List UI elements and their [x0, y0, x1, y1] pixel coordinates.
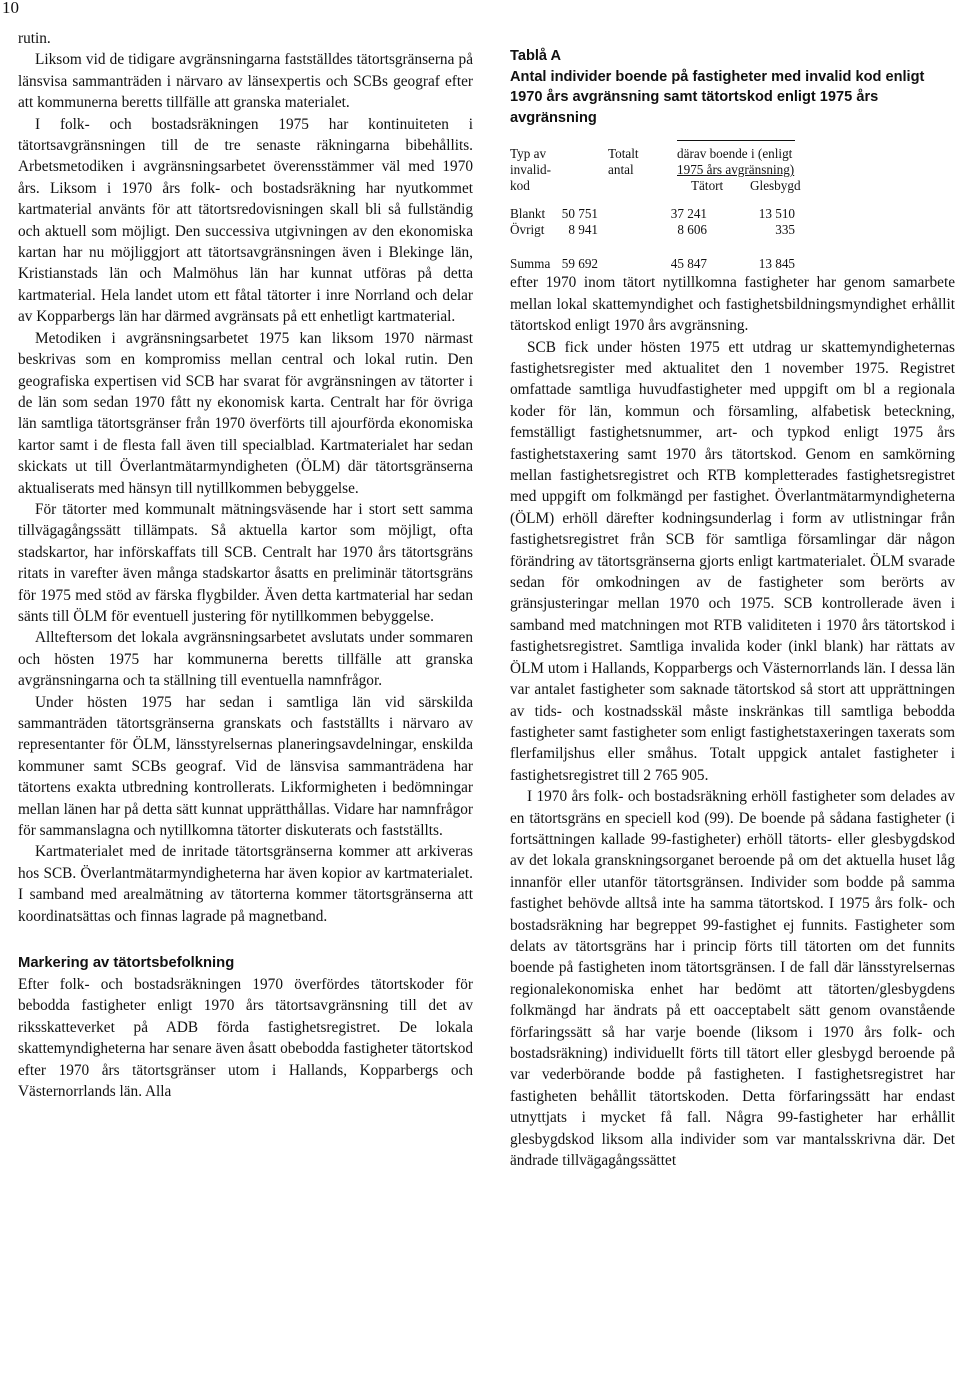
table-row — [510, 206, 795, 222]
section-heading: Markering av tätortsbefolkning — [18, 955, 235, 972]
header-type: invalid- — [510, 162, 552, 178]
cell-type: Övrigt — [510, 222, 545, 238]
table-sum-row — [510, 256, 795, 272]
table-top-rule — [677, 140, 795, 141]
table-caption — [510, 46, 955, 128]
paragraph: Metodiken i avgränsningsarbetet 1975 kan liksom 1970 närmast beskrivas som en kompromiss mellan central och lokal rutin. Den geografiska expertisen vid SCB har svarat för avgränsningen av tätorter i de län som sedan 1970 fått ny ekonomisk karta. Centralt har för övriga län samtliga tätortsgränser från 1970 överförts till ajourförda ekonomiska kartor samt i de flesta fall även till specialblad. Kartmaterialet har sedan skickats ut till Överlantmätarmyndigheten (ÖLM) där tätortsgränserna aktualiserats med hänsyn till nytillkommen bebyggelse. — [18, 329, 473, 497]
right-column — [510, 28, 955, 1171]
cell-total: 59 692 — [561, 256, 598, 272]
paragraph: SCB fick under hösten 1975 ett utdrag ur skattemyndigheternas fastighetsregister med aktualitet den 1 november 1975. Registret omfattade samtliga huvudfastigheter med uppgift om bl a regionala koder för län, kommun och församling, alfabetisk beteckning, femställigt fastighetsnummer, art- och typkod enligt 1975 års fastighetstaxering samt 1970 års tätortskod. Genom en samkörning mellan fastighetsregistret och RTB kompletterades fastighetsregistret med uppgift om folkmängd per fastighet. Överlantmätarmyndigheterna (ÖLM) erhöll därefter kodningsunderlag i form av utlistningar från fastighetsregistret från SCB för samtliga församlingar där någon förändring av tätortsgränserna gjorts enligt kartmaterialet. ÖLM svarade sedan för omkodningen av de fastigheter som berörts av gränsjusteringar mellan 1970 och 1975. SCB kontrollerade även i samband med matchningen mot RTB validiteten i 1970 års tätortskod i fastighetsregistret. Samtliga invalida koder (inkl blank) har rättats av ÖLM utom i Hallands, Kopparbergs och Västernorrlands län. I dessa län var antalet fastigheter som saknade tätortskod så stort att upprättningen av tids- och kostnadsskäl måste inskränkas till samtliga bebodda fastigheter samt fastigheter som enligt fastighetstaxeringen taxerats som flerfamiljshus eller småhus. Totalt uppgick antalet fastigheter i fastighetsregistret till 2 765 905. — [510, 338, 955, 784]
paragraph: rutin. — [18, 30, 51, 47]
paragraph: För tätorter med kommunalt mätningsväsende har i stort sett samma tillvägagångssätt tillämpats. Så aktuella kartor som möjligt, ofta stadskartor, har införskaffats till SCB. Centralt har 1970 års tätortsgräns ritats in varefter även många stadskartor åsatts en preliminär tätortsgräns för 1975 med stöd av färska flygbilder. Även detta kartmaterial har sedan sänts till ÖLM för eventuell justering för nytillkommen bebyggelse. — [18, 500, 473, 625]
cell-total: 8 941 — [568, 222, 598, 238]
cell-tatort: 8 606 — [677, 222, 707, 238]
cell-tatort: 37 241 — [670, 206, 707, 222]
table-title: Antal individer boende på fastigheter med invalid kod enligt 1970 års avgränsning samt tätortskod enligt 1975 års avgränsning — [510, 68, 925, 126]
header-total: Totalt — [608, 146, 639, 162]
header-boende: därav boende i (enligt — [677, 146, 793, 162]
paragraph: Allteftersom det lokala avgränsningsarbetet avslutats under sommaren och hösten 1975 har kommunerna beretts tillfälle att granska avgränsningarna och ta ställning till eventuella namnfrågor. — [18, 629, 473, 690]
cell-total: 50 751 — [561, 206, 598, 222]
table-row — [510, 222, 795, 238]
paragraph: Efter folk- och bostadsräkningen 1970 överfördes tätortskoder för bebodda fastigheter enligt 1970 års tätortsavgränsning till det av riksskatteverket på ADB förda fastighetsregistret. De lokala skattemyndigheterna har senare även åsatt obebodda fastigheter tätortskod efter 1970 års tätortsgränser utom i Hallands, Kopparbergs och Västernorrlands län. Alla — [18, 976, 473, 1101]
header-type: Typ av — [510, 146, 547, 162]
cell-type: Summa — [510, 256, 551, 272]
paragraph: I folk- och bostadsräkningen 1975 har kontinuiteten i tätortsavgränsningen till de tre senaste räkningarna bibehållits. Arbetsmetodiken i avgränsningsarbetet överensstämmer väl med 1970 års. Liksom i 1970 års folk- och bostadsräkning har nyutkommet kartmaterial använts för att tätortsredovisningen skall bli så fullständig och aktuell som möjligt. Den successiva utgivningen av den ekonomiska kartan har nu möjliggjort att tätortsavgränsningen även i Blekinge län, Kristianstads län och Malmöhus län har kunnat utföras på detta kartmaterial. Hela landet utom ett fåtal tätorter i inre Norrland och delar av Kopparbergs län har därmed avgränsats på ett enhetligt kartmaterial. — [18, 115, 473, 326]
header-type: kod — [510, 178, 530, 194]
paragraph: I 1970 års folk- och bostadsräkning erhöll fastigheter som delades av en tätortsgräns en speciell kod (99). De boende på sådana fastigheter (i fortsättningen kallade 99-fastigheter) erhöll tätorts- eller glesbygdskod av det lokala granskningsorganet beroende på om det aktuella huset låg innanför eller utanför tätortsgränsen. Individer som bodde på samma fastighet behövde alltså inte ha samma tätortskod. I 1975 års folk- och bostadsräkning har begreppet 99-fastighet ej funnits. Fastigheter som delats av tätortsgräns har i princip förts till tätorten om det funnits boende på fastigheten inom tätortsgränsen. I de fall där länsstyrelsernas regionalekonomiska enhet har bedömt att tätorten/glesbygdens folkmängd har ändrats på ett oacceptabelt sätt genom ovanstående förfaringssätt så har varje boende (liksom i 1970 års folk- och bostadsräkning) individuellt förts till tätort eller glesbygd beroende på var vederbörande bodde på fastigheten. I fastighetsregistret har fastigheten behållit tätortskoden. Detta förfaringssätt har endast utnyttjats i mycket få fall. Några 99-fastigheter har erhållit glesbygdskod liksom alla individer som var mantalsskrivna där. Det ändrade tillvägagångssättet — [510, 788, 955, 1170]
paragraph: Liksom vid de tidigare avgränsningarna fastställdes tätortsgränserna på länsvisa sammanträden i närvaro av länsexpertis och SCBs geograf efter att kommunerna beretts tillfälle att granska materialet. — [18, 51, 473, 112]
cell-type: Blankt — [510, 206, 546, 222]
paragraph: Kartmaterialet med de inritade tätortsgränserna kommer att arkiveras hos SCB. Överlantmätarmyndigheterna har även kopior av kartmaterialet. I samband med arealmätning av tätorterna kommer tätortsgränserna att koordinatsättas och finnas lagrade på magnetband. — [18, 843, 473, 925]
cell-glesbygd: 13 845 — [758, 256, 795, 272]
header-glesbygd: Glesbygd — [750, 178, 801, 194]
cell-glesbygd: 335 — [775, 222, 795, 238]
left-column — [18, 28, 473, 1103]
header-total: antal — [608, 162, 634, 178]
header-avgransning: 1975 års avgränsning) — [677, 162, 795, 178]
cell-tatort: 45 847 — [670, 256, 707, 272]
table-label: Tablå A — [510, 48, 562, 64]
paragraph: efter 1970 inom tätort nytillkomna fastigheter har genom samarbete mellan lokal skattemyndighet och fastighetsbildningsmyndighet erhållit tätortskod enligt 1970 års avgränsning. — [510, 274, 955, 335]
paragraph: Under hösten 1975 har sedan i samtliga län vid särskilda sammanträden tätortsgränserna granskats och fastställts i närvaro av representanter för ÖLM, länsstyrelsernas planeringsavdelningar, enskilda kommuner samt SCBs geograf. Vid de länsvisa sammanträdena har tätortens exakta utbredning kontrollerats. Likformigheten i bedömningar mellan länen har på detta sätt kunnat upprätthållas. Vidare har namnfrågor för sammanslagna och nytillkomna tätorter diskuterats och fastställts. — [18, 693, 473, 840]
page-number: 10 — [2, 0, 19, 17]
data-table — [510, 146, 801, 272]
cell-glesbygd: 13 510 — [758, 206, 795, 222]
header-tatort: Tätort — [691, 178, 724, 194]
